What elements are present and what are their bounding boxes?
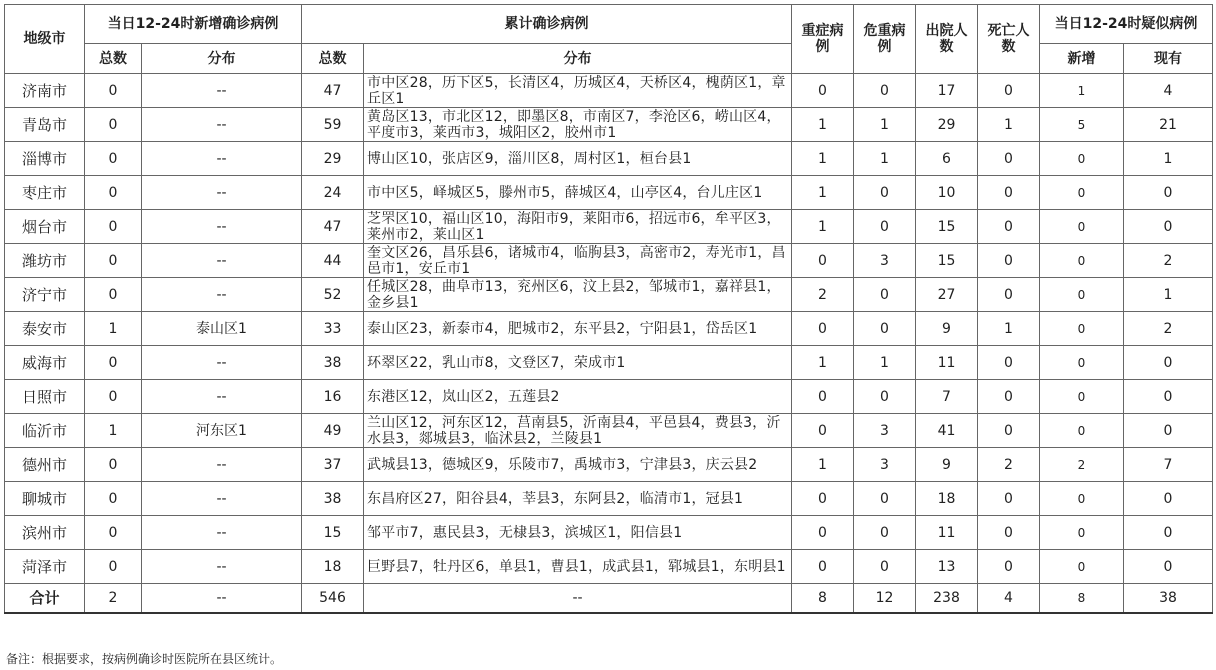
critical-count: 0: [854, 210, 916, 244]
suspect-new: 5: [1040, 108, 1124, 142]
discharged-count: 11: [916, 516, 978, 550]
new-distribution: --: [142, 278, 302, 312]
table-row: [5, 74, 1213, 108]
city-name: 临沂市: [5, 414, 85, 448]
cumulative-total: 47: [302, 210, 364, 244]
suspect-current: 4: [1124, 74, 1213, 108]
new-total: 0: [85, 142, 142, 176]
death-count: 1: [978, 312, 1040, 346]
discharged-count: 17: [916, 74, 978, 108]
new-total: 0: [85, 74, 142, 108]
city-name: 枣庄市: [5, 176, 85, 210]
new-distribution: --: [142, 108, 302, 142]
suspect-current: 0: [1124, 346, 1213, 380]
new-distribution: 河东区1: [142, 414, 302, 448]
death-count: 0: [978, 414, 1040, 448]
header-deaths: 死亡人数: [978, 5, 1040, 74]
suspect-new: 0: [1040, 414, 1124, 448]
new-total: 2: [85, 584, 142, 614]
suspect-new: 0: [1040, 516, 1124, 550]
death-count: 0: [978, 142, 1040, 176]
cumulative-distribution: 黄岛区13，市北区12，即墨区8，市南区7，李沧区6，崂山区4，平度市3，莱西市3，城阳区2，胶州市1: [364, 108, 792, 142]
cumulative-distribution: 环翠区22，乳山市8，文登区7，荣成市1: [364, 346, 792, 380]
suspect-new: 0: [1040, 482, 1124, 516]
table-row: [5, 142, 1213, 176]
critical-count: 0: [854, 74, 916, 108]
suspect-current: 1: [1124, 278, 1213, 312]
new-distribution: --: [142, 142, 302, 176]
death-count: 1: [978, 108, 1040, 142]
suspect-current: 0: [1124, 176, 1213, 210]
cumulative-total: 29: [302, 142, 364, 176]
header-region: 地级市: [5, 5, 85, 74]
new-distribution: --: [142, 550, 302, 584]
cumulative-distribution: 奎文区26，昌乐县6，诸城市4，临朐县3，高密市2，寿光市1，昌邑市1，安丘市1: [364, 244, 792, 278]
suspect-new: 0: [1040, 346, 1124, 380]
suspect-new: 0: [1040, 176, 1124, 210]
new-distribution: --: [142, 346, 302, 380]
severe-count: 1: [792, 448, 854, 482]
suspect-new: 0: [1040, 278, 1124, 312]
cumulative-total: 52: [302, 278, 364, 312]
discharged-count: 10: [916, 176, 978, 210]
suspect-new: 8: [1040, 584, 1124, 614]
critical-count: 0: [854, 312, 916, 346]
new-total: 0: [85, 278, 142, 312]
suspect-current: 2: [1124, 312, 1213, 346]
header-new-distribution: 分布: [142, 44, 302, 74]
city-name: 淄博市: [5, 142, 85, 176]
suspect-current: 0: [1124, 380, 1213, 414]
cumulative-distribution: 博山区10，张店区9，淄川区8，周村区1，桓台县1: [364, 142, 792, 176]
header-new-group: 当日12-24时新增确诊病例: [85, 5, 302, 44]
cumulative-distribution: --: [364, 584, 792, 614]
discharged-count: 238: [916, 584, 978, 614]
critical-count: 0: [854, 550, 916, 584]
suspect-current: 0: [1124, 550, 1213, 584]
table-row: [5, 550, 1213, 584]
new-total: 0: [85, 244, 142, 278]
header-suspect-new: 新增: [1040, 44, 1124, 74]
cumulative-distribution: 市中区28，历下区5，长清区4，历城区4，天桥区4，槐荫区1，章丘区1: [364, 74, 792, 108]
cumulative-total: 38: [302, 482, 364, 516]
severe-count: 0: [792, 244, 854, 278]
critical-count: 3: [854, 244, 916, 278]
discharged-count: 27: [916, 278, 978, 312]
table-row: [5, 346, 1213, 380]
table-row: [5, 244, 1213, 278]
severe-count: 0: [792, 74, 854, 108]
table-row: [5, 176, 1213, 210]
new-total: 0: [85, 516, 142, 550]
cumulative-total: 38: [302, 346, 364, 380]
suspect-current: 0: [1124, 516, 1213, 550]
severe-count: 1: [792, 142, 854, 176]
new-total: 0: [85, 550, 142, 584]
covid-statistics-table: [4, 4, 1213, 614]
severe-count: 0: [792, 312, 854, 346]
death-count: 0: [978, 176, 1040, 210]
death-count: 0: [978, 550, 1040, 584]
new-total: 0: [85, 176, 142, 210]
severe-count: 0: [792, 516, 854, 550]
city-name: 济宁市: [5, 278, 85, 312]
new-distribution: 泰山区1: [142, 312, 302, 346]
death-count: 0: [978, 210, 1040, 244]
new-total: 0: [85, 482, 142, 516]
city-name: 日照市: [5, 380, 85, 414]
city-name: 潍坊市: [5, 244, 85, 278]
discharged-count: 18: [916, 482, 978, 516]
city-name: 威海市: [5, 346, 85, 380]
cumulative-total: 16: [302, 380, 364, 414]
discharged-count: 41: [916, 414, 978, 448]
city-name: 济南市: [5, 74, 85, 108]
cumulative-distribution: 邹平市7，惠民县3，无棣县3，滨城区1，阳信县1: [364, 516, 792, 550]
cumulative-distribution: 兰山区12，河东区12，莒南县5，沂南县4，平邑县4，费县3，沂水县3，郯城县3，临沭县2，兰陵县1: [364, 414, 792, 448]
header-cumulative-total: 总数: [302, 44, 364, 74]
suspect-current: 1: [1124, 142, 1213, 176]
discharged-count: 13: [916, 550, 978, 584]
suspect-current: 7: [1124, 448, 1213, 482]
new-distribution: --: [142, 584, 302, 614]
new-total: 0: [85, 108, 142, 142]
severe-count: 8: [792, 584, 854, 614]
discharged-count: 29: [916, 108, 978, 142]
cumulative-total: 49: [302, 414, 364, 448]
severe-count: 1: [792, 210, 854, 244]
table-row: [5, 278, 1213, 312]
discharged-count: 7: [916, 380, 978, 414]
new-distribution: --: [142, 176, 302, 210]
suspect-new: 2: [1040, 448, 1124, 482]
cumulative-distribution: 东昌府区27，阳谷县4，莘县3，东阿县2，临清市1，冠县1: [364, 482, 792, 516]
death-count: 4: [978, 584, 1040, 614]
critical-count: 0: [854, 380, 916, 414]
new-distribution: --: [142, 448, 302, 482]
header-critical: 危重病例: [854, 5, 916, 74]
discharged-count: 9: [916, 312, 978, 346]
header-suspect-group: 当日12-24时疑似病例: [1040, 5, 1213, 44]
new-total: 0: [85, 210, 142, 244]
cumulative-total: 15: [302, 516, 364, 550]
header-cumulative-distribution: 分布: [364, 44, 792, 74]
city-name: 泰安市: [5, 312, 85, 346]
suspect-new: 0: [1040, 380, 1124, 414]
suspect-current: 2: [1124, 244, 1213, 278]
suspect-current: 0: [1124, 414, 1213, 448]
suspect-new: 0: [1040, 244, 1124, 278]
death-count: 0: [978, 346, 1040, 380]
suspect-new: 0: [1040, 550, 1124, 584]
new-distribution: --: [142, 210, 302, 244]
discharged-count: 15: [916, 210, 978, 244]
death-count: 0: [978, 278, 1040, 312]
cumulative-distribution: 巨野县7，牡丹区6，单县1，曹县1，成武县1，郓城县1，东明县1: [364, 550, 792, 584]
discharged-count: 6: [916, 142, 978, 176]
footnote: 备注：根据要求，按病例确诊时医院所在县区统计。: [6, 652, 283, 666]
death-count: 0: [978, 380, 1040, 414]
critical-count: 0: [854, 176, 916, 210]
suspect-new: 1: [1040, 74, 1124, 108]
suspect-new: 0: [1040, 312, 1124, 346]
cumulative-distribution: 芝罘区10，福山区10，海阳市9，莱阳市6，招远市6，牟平区3，莱州市2，莱山区1: [364, 210, 792, 244]
new-total: 1: [85, 312, 142, 346]
severe-count: 1: [792, 108, 854, 142]
suspect-current: 38: [1124, 584, 1213, 614]
death-count: 0: [978, 74, 1040, 108]
severe-count: 0: [792, 414, 854, 448]
cumulative-total: 546: [302, 584, 364, 614]
suspect-current: 0: [1124, 482, 1213, 516]
suspect-current: 0: [1124, 210, 1213, 244]
death-count: 0: [978, 482, 1040, 516]
cumulative-distribution: 武城县13，德城区9，乐陵市7，禹城市3，宁津县3，庆云县2: [364, 448, 792, 482]
city-name: 滨州市: [5, 516, 85, 550]
discharged-count: 9: [916, 448, 978, 482]
city-name: 聊城市: [5, 482, 85, 516]
header-discharged: 出院人数: [916, 5, 978, 74]
critical-count: 12: [854, 584, 916, 614]
severe-count: 0: [792, 482, 854, 516]
severe-count: 0: [792, 380, 854, 414]
discharged-count: 15: [916, 244, 978, 278]
new-distribution: --: [142, 516, 302, 550]
cumulative-total: 18: [302, 550, 364, 584]
table-row: [5, 448, 1213, 482]
new-distribution: --: [142, 74, 302, 108]
new-total: 0: [85, 448, 142, 482]
total-label: 合计: [5, 584, 85, 614]
death-count: 0: [978, 516, 1040, 550]
severe-count: 1: [792, 346, 854, 380]
new-total: 1: [85, 414, 142, 448]
cumulative-distribution: 东港区12，岚山区2，五莲县2: [364, 380, 792, 414]
header-new-total: 总数: [85, 44, 142, 74]
critical-count: 1: [854, 142, 916, 176]
cumulative-distribution: 任城区28，曲阜市13，兖州区6，汶上县2，邹城市1，嘉祥县1，金乡县1: [364, 278, 792, 312]
table-row: [5, 482, 1213, 516]
cumulative-distribution: 市中区5，峄城区5，滕州市5，薛城区4，山亭区4，台儿庄区1: [364, 176, 792, 210]
discharged-count: 11: [916, 346, 978, 380]
city-name: 菏泽市: [5, 550, 85, 584]
severe-count: 2: [792, 278, 854, 312]
cumulative-total: 44: [302, 244, 364, 278]
new-distribution: --: [142, 380, 302, 414]
critical-count: 0: [854, 482, 916, 516]
death-count: 0: [978, 244, 1040, 278]
new-distribution: --: [142, 244, 302, 278]
critical-count: 0: [854, 516, 916, 550]
table-row: [5, 108, 1213, 142]
suspect-current: 21: [1124, 108, 1213, 142]
table-row: [5, 312, 1213, 346]
cumulative-distribution: 泰山区23，新泰市4，肥城市2，东平县2，宁阳县1，岱岳区1: [364, 312, 792, 346]
critical-count: 1: [854, 346, 916, 380]
header-cumulative-group: 累计确诊病例: [302, 5, 792, 44]
total-row: [5, 584, 1213, 614]
cumulative-total: 37: [302, 448, 364, 482]
new-total: 0: [85, 346, 142, 380]
header-suspect-current: 现有: [1124, 44, 1213, 74]
critical-count: 1: [854, 108, 916, 142]
suspect-new: 0: [1040, 210, 1124, 244]
new-total: 0: [85, 380, 142, 414]
death-count: 2: [978, 448, 1040, 482]
city-name: 青岛市: [5, 108, 85, 142]
city-name: 德州市: [5, 448, 85, 482]
critical-count: 3: [854, 414, 916, 448]
table-row: [5, 414, 1213, 448]
cumulative-total: 33: [302, 312, 364, 346]
table-row: [5, 210, 1213, 244]
severe-count: 0: [792, 550, 854, 584]
cumulative-total: 47: [302, 74, 364, 108]
cumulative-total: 59: [302, 108, 364, 142]
table-row: [5, 516, 1213, 550]
cumulative-total: 24: [302, 176, 364, 210]
header-severe: 重症病例: [792, 5, 854, 74]
critical-count: 0: [854, 278, 916, 312]
suspect-new: 0: [1040, 142, 1124, 176]
new-distribution: --: [142, 482, 302, 516]
severe-count: 1: [792, 176, 854, 210]
critical-count: 3: [854, 448, 916, 482]
city-name: 烟台市: [5, 210, 85, 244]
table-row: [5, 380, 1213, 414]
